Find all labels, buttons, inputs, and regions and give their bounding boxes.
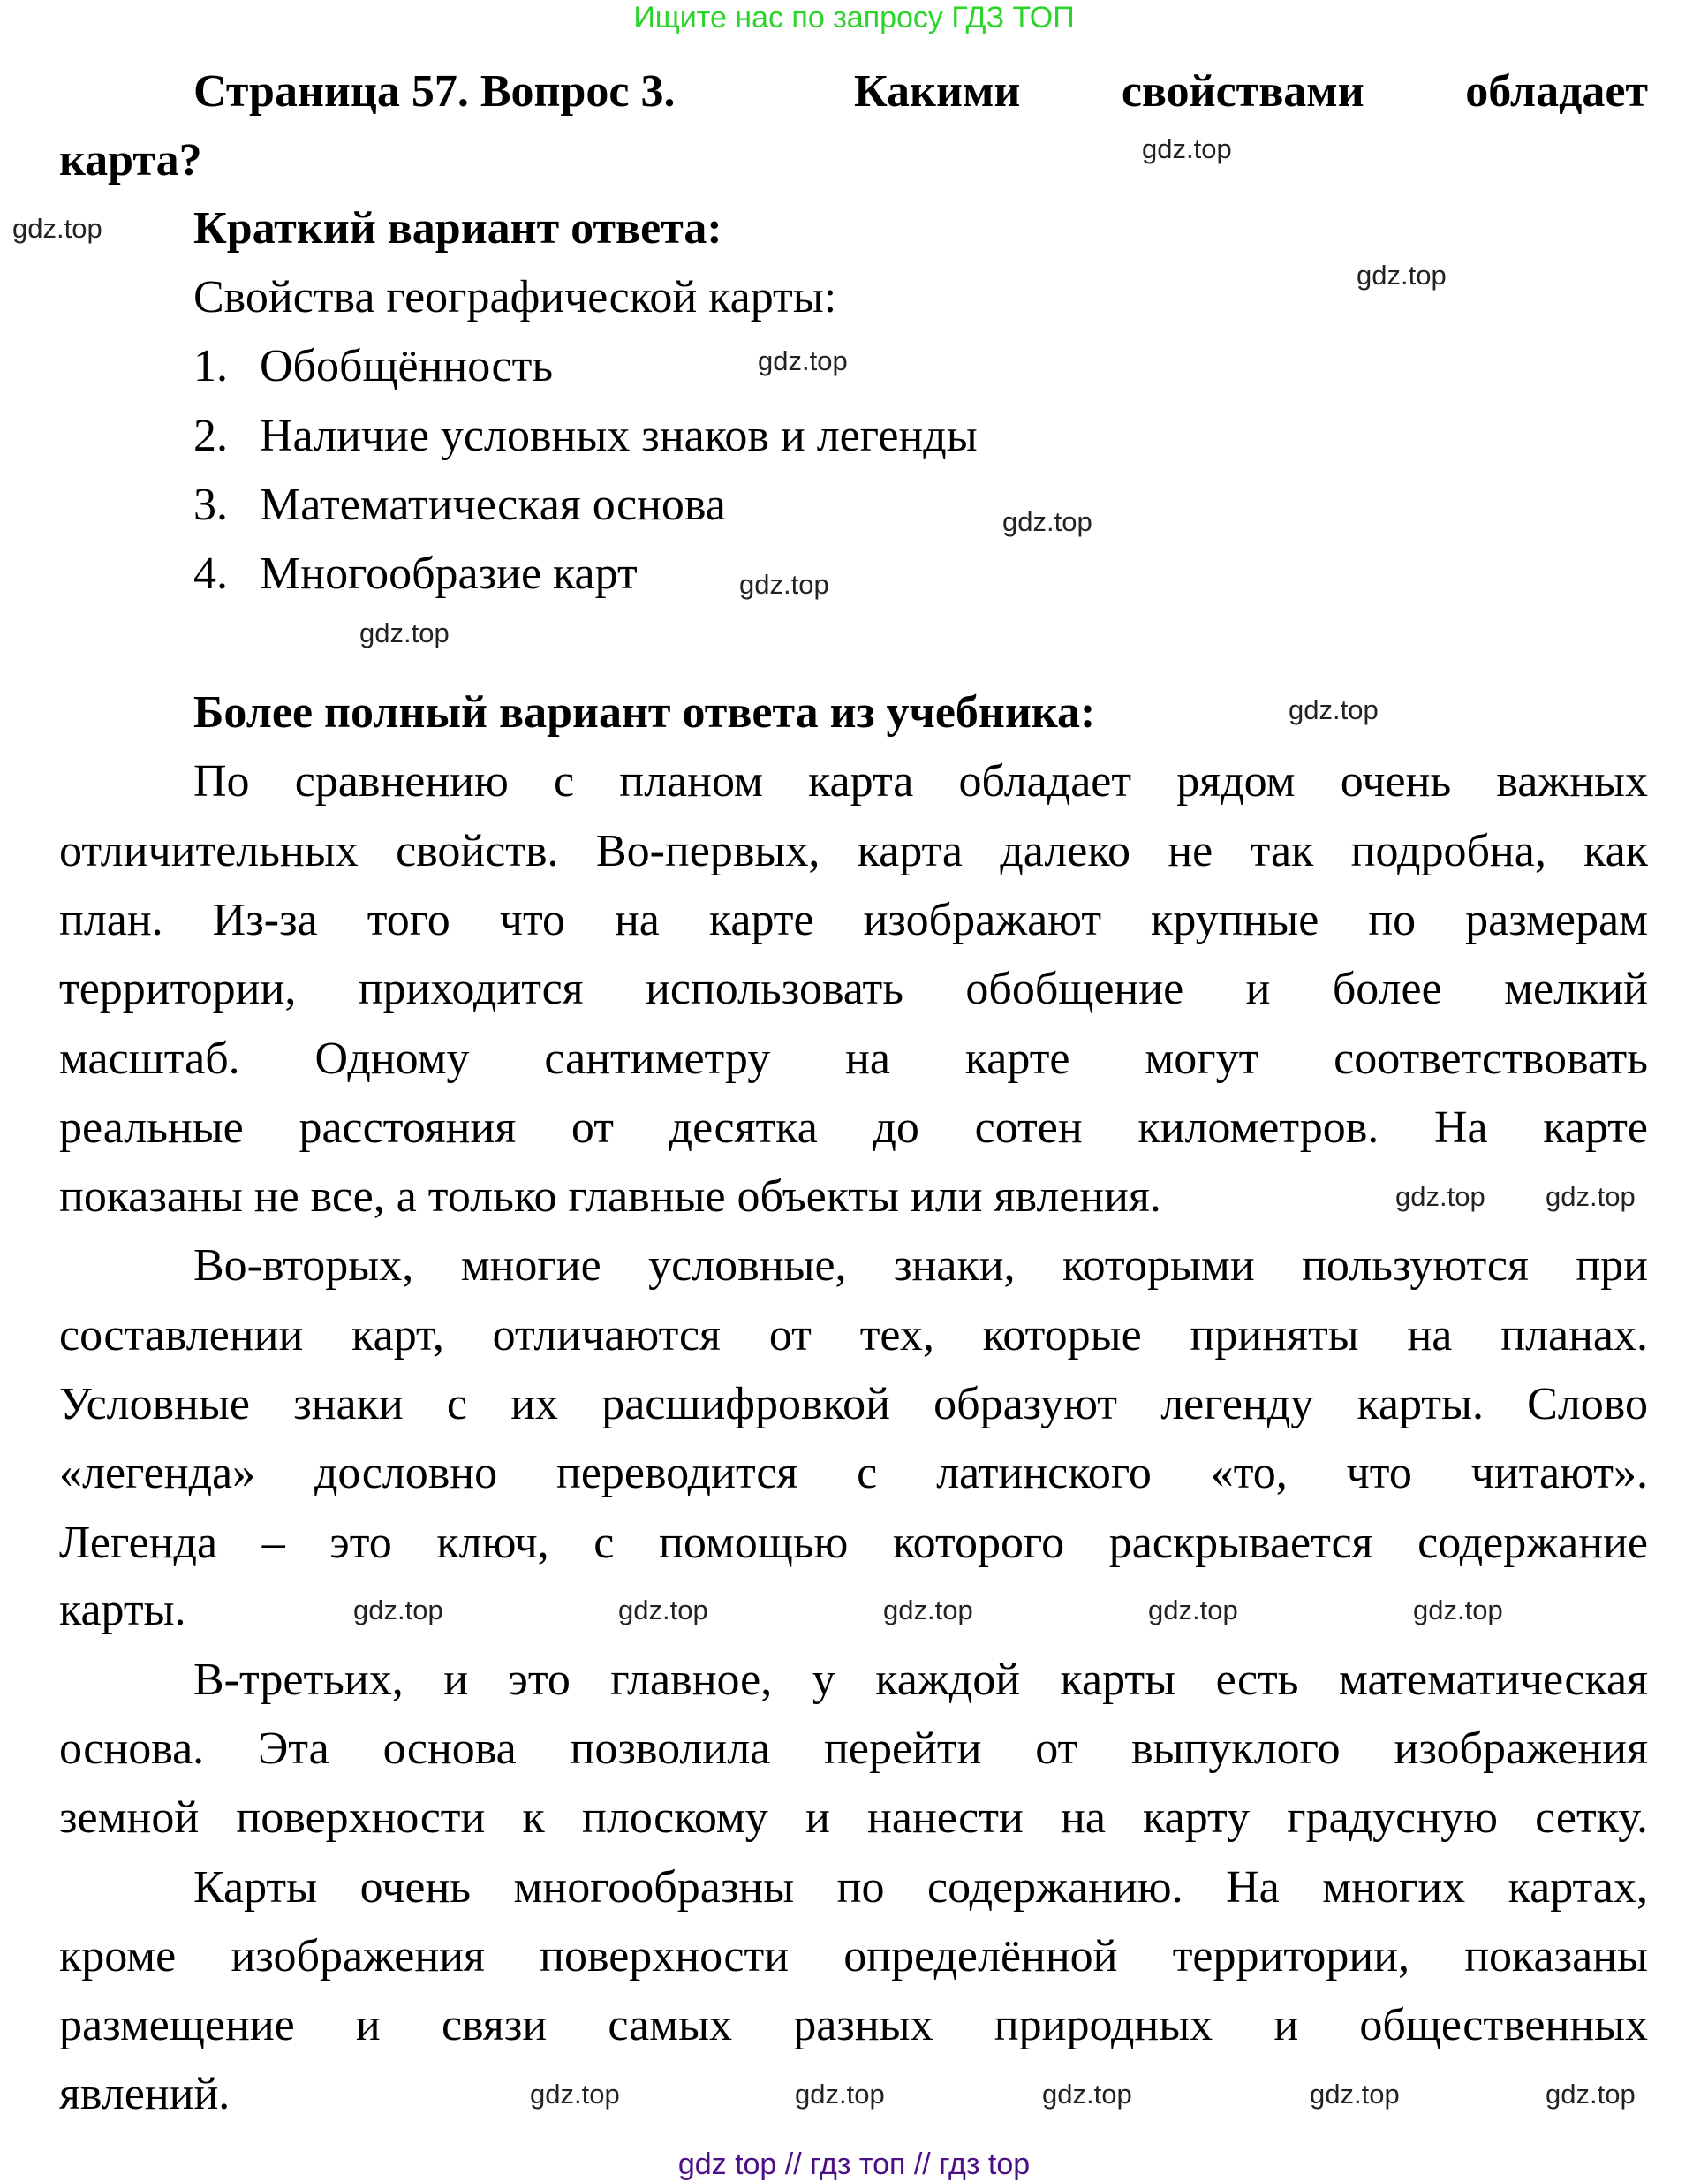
text-line: реальные расстояния от десятка до сотен километров. На карте [59, 1102, 1648, 1153]
title-question-end: карта? [59, 135, 202, 186]
watermark: gdz.top [1289, 694, 1379, 725]
text-line: По сравнению с планом карта обладает рядом очень важных [193, 756, 1648, 807]
title-question: Какими свойствами обладает [854, 66, 1648, 117]
list-item: Математическая основа [260, 480, 726, 530]
watermark: gdz.top [12, 213, 102, 244]
short-answer-heading: Краткий вариант ответа: [193, 203, 722, 254]
text-line: план. Из-за того что на карте изображают крупные по размерам [59, 895, 1648, 945]
text-line: карты. [59, 1585, 186, 1635]
text-line: основа. Эта основа позволила перейти от выпуклого изображения [59, 1724, 1648, 1774]
watermark: gdz.top [1395, 1181, 1485, 1212]
watermark: gdz.top [1142, 133, 1232, 164]
text-line: земной поверхности к плоскому и нанести на карту градусную сетку. [59, 1792, 1648, 1843]
watermark: gdz.top [739, 569, 829, 600]
text-line: явлений. [59, 2069, 231, 2119]
watermark: gdz.top [795, 2079, 885, 2110]
footer-links[interactable]: gdz top // гдз топ // гдз top [677, 2148, 1031, 2181]
text-line: Карты очень многообразны по содержанию. На многих картах, [193, 1862, 1648, 1913]
text-line: составлении карт, отличаются от тех, которые приняты на планах. [59, 1310, 1648, 1360]
watermark: gdz.top [1546, 2079, 1636, 2110]
text-line: Легенда – это ключ, с помощью которого раскрывается содержание [59, 1518, 1648, 1568]
text-line: В-третьих, и это главное, у каждой карты есть математическая [193, 1655, 1648, 1705]
list-item: Обобщённость [260, 341, 554, 391]
list-number: 3. [193, 480, 228, 530]
text-line: «легенда» дословно переводится с латинского «то, что читают». [59, 1448, 1648, 1498]
list-number: 4. [193, 549, 228, 599]
watermark: gdz.top [1042, 2079, 1132, 2110]
text-line: территории, приходится использовать обобщение и более мелкий [59, 964, 1648, 1014]
text-line: Во-вторых, многие условные, знаки, которыми пользуются при [193, 1240, 1648, 1291]
text-line: показаны не все, а только главные объекты или явления. [59, 1171, 1161, 1222]
text-line: размещение и связи самых разных природных и общественных [59, 2000, 1648, 2050]
watermark: gdz.top [1002, 506, 1092, 537]
list-number: 1. [193, 341, 228, 391]
title-page-question: Страница 57. Вопрос 3. [193, 66, 676, 117]
watermark: gdz.top [353, 1595, 443, 1625]
watermark: gdz.top [883, 1595, 973, 1625]
search-banner[interactable]: Ищите нас по запросу ГДЗ ТОП [633, 1, 1075, 34]
text-line: масштаб. Одному сантиметру на карте могут соответствовать [59, 1034, 1648, 1084]
text-line: отличительных свойств. Во-первых, карта далеко не так подробна, как [59, 826, 1648, 876]
list-item: Многообразие карт [260, 549, 638, 599]
watermark: gdz.top [758, 345, 848, 376]
watermark: gdz.top [1357, 260, 1447, 291]
text-line: кроме изображения поверхности определённой территории, показаны [59, 1931, 1648, 1981]
watermark: gdz.top [530, 2079, 620, 2110]
text-line: Условные знаки с их расшифровкой образуют легенду карты. Слово [59, 1379, 1648, 1429]
short-answer-intro: Свойства географической карты: [193, 272, 837, 322]
watermark: gdz.top [618, 1595, 708, 1625]
watermark: gdz.top [1546, 1181, 1636, 1212]
full-answer-heading: Более полный вариант ответа из учебника: [193, 687, 1096, 738]
list-item: Наличие условных знаков и легенды [260, 411, 978, 461]
watermark: gdz.top [359, 617, 450, 648]
watermark: gdz.top [1413, 1595, 1503, 1625]
watermark: gdz.top [1310, 2079, 1400, 2110]
list-number: 2. [193, 411, 228, 461]
watermark: gdz.top [1148, 1595, 1238, 1625]
